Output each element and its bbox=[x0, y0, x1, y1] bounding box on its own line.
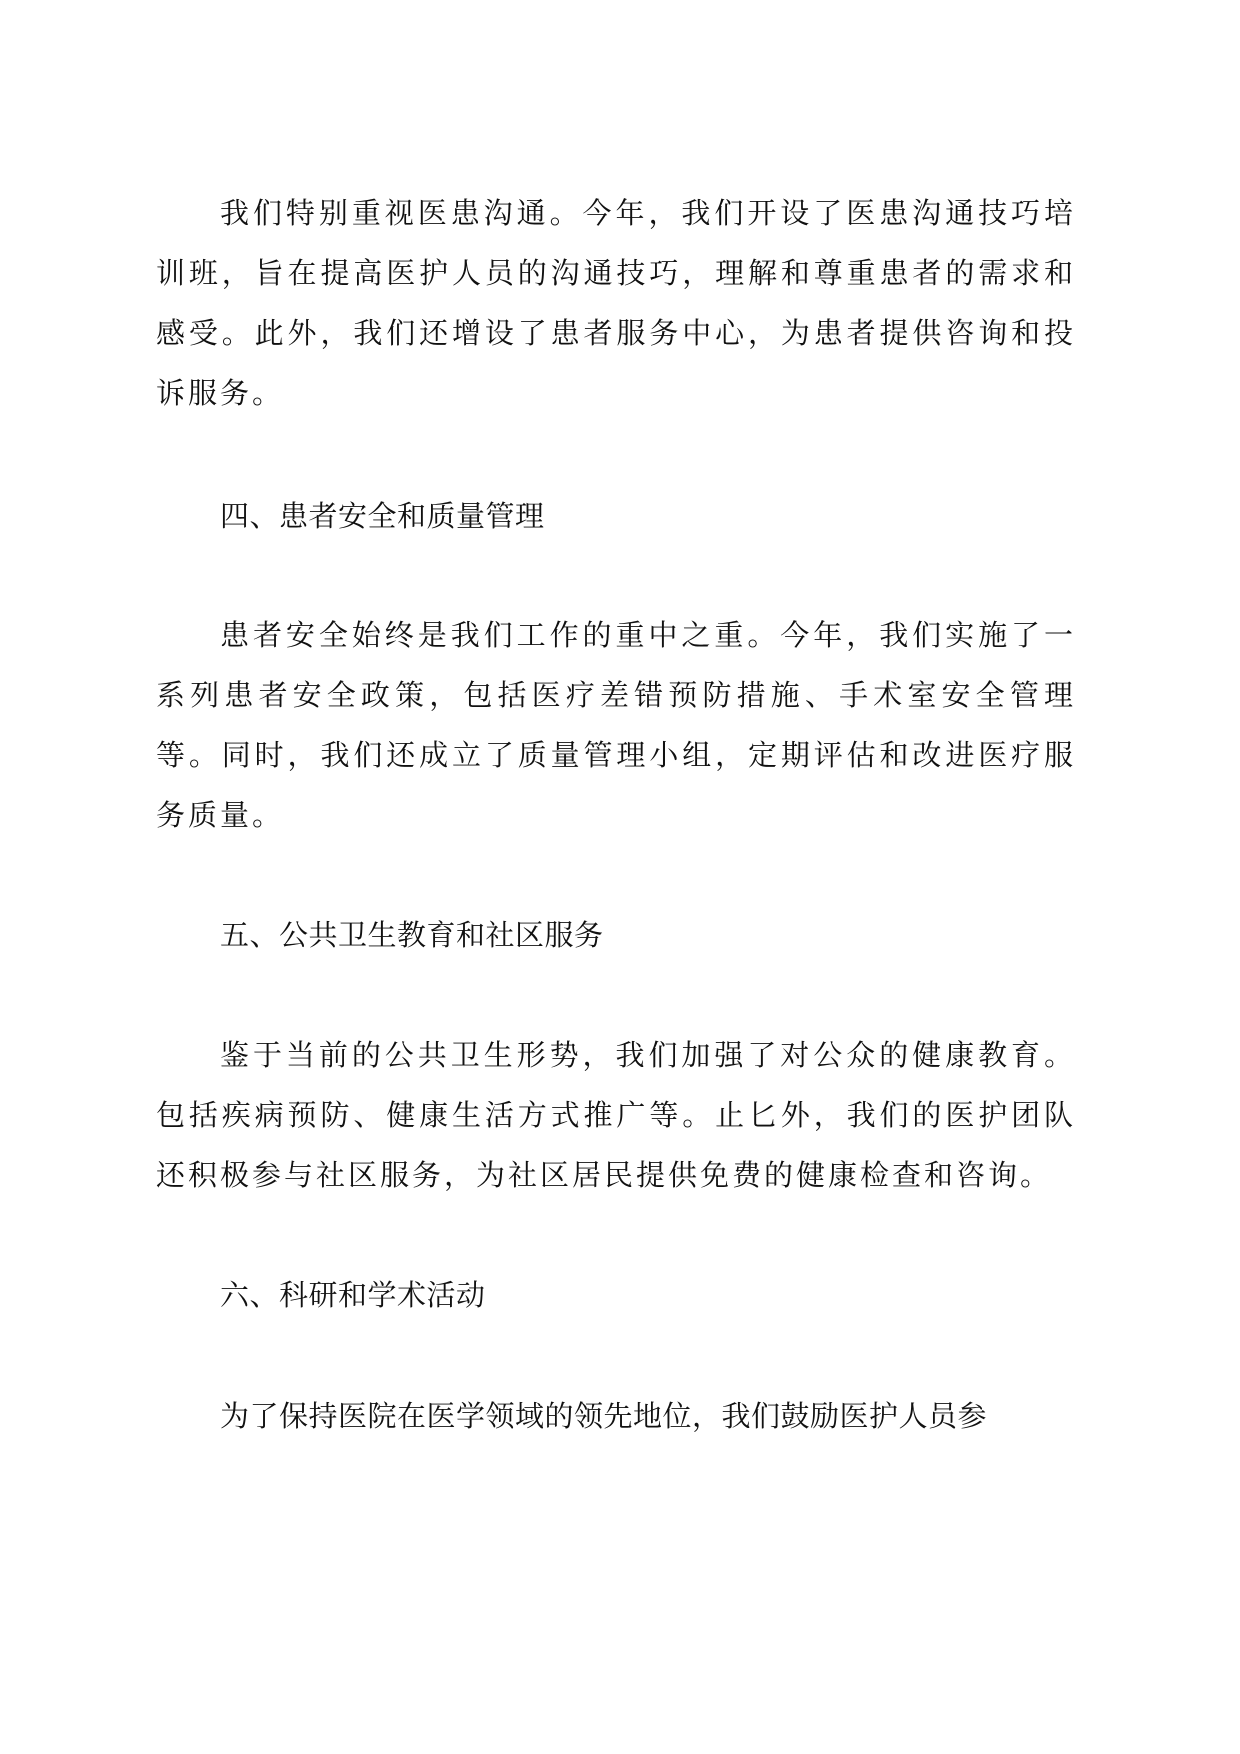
section-heading-public-health: 五、公共卫生教育和社区服务 bbox=[220, 918, 604, 952]
paragraph-doctor-patient-communication: 我们特别重视医患沟通。今年，我们开设了医患沟通技巧培训班，旨在提高医护人员的沟通技巧，理解和尊重患者的需求和感受。此外，我们还增设了患者服务中心，为患者提供咨询和投诉服务。 bbox=[156, 196, 1076, 410]
paragraph-patient-safety: 患者安全始终是我们工作的重中之重。今年，我们实施了一系列患者安全政策，包括医疗差错预防措施、手术室安全管理等。同时，我们还成立了质量管理小组，定期评估和改进医疗服务质量。 bbox=[156, 618, 1076, 832]
section-heading-research: 六、科研和学术活动 bbox=[220, 1278, 486, 1312]
paragraph-public-health: 鉴于当前的公共卫生形势，我们加强了对公众的健康教育。包括疾病预防、健康生活方式推广等。止匕外，我们的医护团队还积极参与社区服务，为社区居民提供免费的健康检查和咨询。 bbox=[156, 1038, 1076, 1192]
paragraph-research: 为了保持医院在医学领域的领先地位，我们鼓励医护人员参 bbox=[220, 1399, 988, 1433]
section-heading-patient-safety: 四、患者安全和质量管理 bbox=[220, 499, 545, 533]
